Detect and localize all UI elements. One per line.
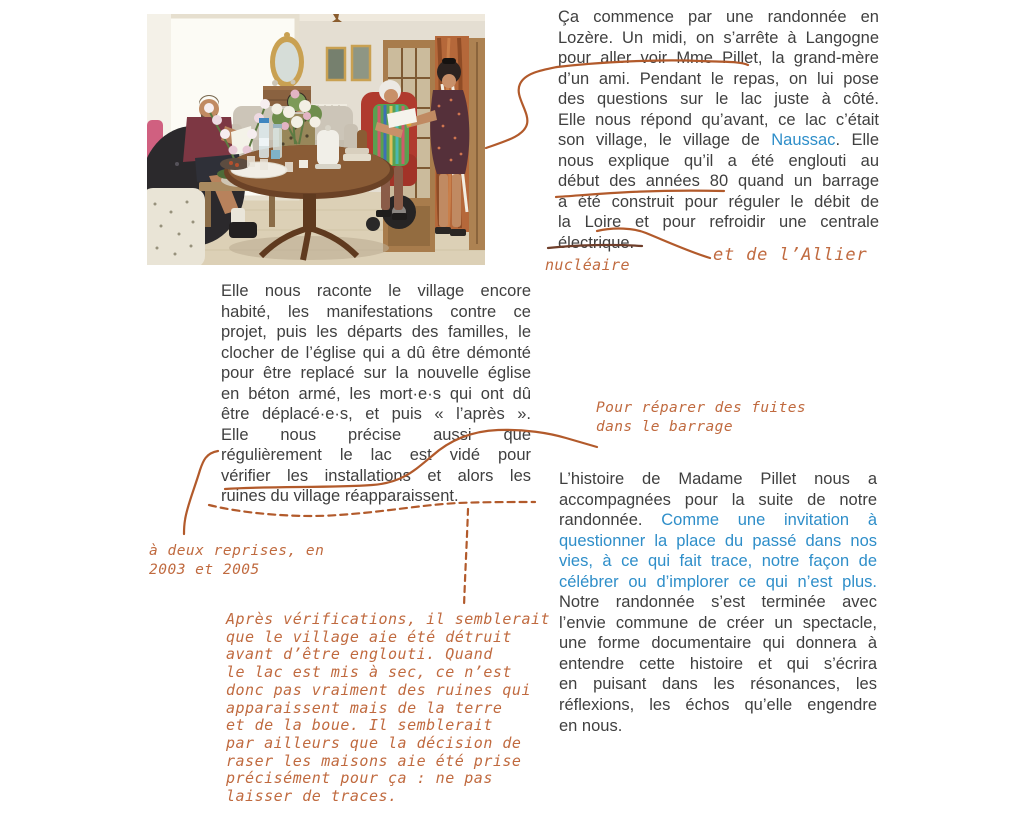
dashed-connector-to-verifications	[464, 509, 468, 607]
text-line: d’un ami. Pendant le repas, on lui pose	[558, 69, 879, 88]
text-line: habité, les manifestations contre ce	[221, 302, 531, 321]
paragraph-village	[221, 281, 531, 507]
annotation-line: avant d’être englouti. Quand	[226, 645, 493, 664]
text-line: pour aller voir Mme Pillet, la grand-mère	[558, 49, 879, 68]
annotation-line: et de la boue. Il semblerait	[226, 716, 493, 735]
text-line: la Loire et pour refroidir une centrale	[558, 213, 879, 232]
annotation-line: raser les maisons aie été prise	[226, 751, 522, 770]
text-line: vies, à ce qui fait trace, notre façon de	[559, 552, 877, 571]
text-line: réflexions, les échos qu’elle engendre	[559, 696, 877, 715]
annotation-line: et de l’Allier	[713, 245, 868, 265]
photo-illustration	[147, 14, 485, 265]
annotation-line: à deux reprises, en	[149, 543, 325, 559]
annotation-line: par ailleurs que la décision de	[226, 733, 522, 752]
annotation-line: 2003 et 2005	[149, 562, 260, 578]
annotation-line: Après vérifications, il semblerait	[226, 610, 551, 628]
text-line: Ça commence par une randonnée en	[558, 8, 879, 26]
text-line: électrique.	[558, 234, 635, 253]
text-line: clocher de l’église qui a dû être démonté	[221, 343, 531, 362]
annotation-reparer-fuites	[596, 399, 806, 436]
annotation-line: que le village aie été détruit	[226, 627, 512, 646]
connector-regulierement-to-reprises	[184, 451, 218, 534]
text-line: questionner la place du passé dans nos	[559, 531, 877, 550]
annotation-apres-verifications	[226, 611, 550, 806]
photo-living-room-visit	[147, 14, 485, 265]
text-line: une forme documentaire qui donnera à	[559, 634, 877, 653]
text-line: Notre randonnée s’est terminée avec	[559, 593, 877, 612]
text-line: son village, le village de Naussac. Elle	[558, 131, 879, 150]
text-line: régulièrement le lac est vidé pour	[221, 446, 531, 465]
text-line: Lozère. Un midi, on s’arrête à Langogne	[558, 28, 879, 47]
paragraph-intro	[558, 7, 879, 254]
annotation-deux-reprises	[149, 542, 324, 580]
floral-sofa-arm	[147, 188, 205, 265]
text-line: en béton armé, les mort·e·s qui ont dû	[221, 384, 531, 403]
paragraph-outro	[559, 469, 877, 736]
text-line: randonnée. Comme une invitation à	[559, 511, 878, 530]
annotation-line: nucléaire	[545, 256, 630, 274]
text-line: projet, puis les départs des familles, le	[221, 323, 531, 342]
annotation-nucleaire	[545, 256, 630, 275]
text-line: en puisant dans les résonances, les	[559, 675, 877, 694]
annotation-line: apparaissent mais de la terre	[226, 698, 503, 717]
annotation-et-de-l-allier	[713, 245, 868, 265]
annotation-line: laisser de traces.	[226, 787, 398, 806]
text-line: L’histoire de Madame Pillet nous a	[559, 470, 877, 488]
text-line: vérifier les installations et alors les	[221, 466, 531, 485]
annotation-line: dans le barrage	[596, 418, 733, 435]
annotation-line: précisément pour ça : ne pas	[226, 769, 493, 788]
text-line: en nous.	[559, 716, 623, 735]
text-line: Elle nous précise aussi que	[221, 425, 531, 444]
annotation-line: le lac est mis à sec, ce n’est	[226, 663, 512, 682]
text-line: a été construit pour réguler le débit de	[558, 192, 879, 211]
text-line: être déplacé·e·s, et puis « l’après ».	[221, 405, 531, 424]
text-line: entendre cette histoire et qui s’écrira	[559, 654, 877, 673]
annotation-line: donc pas vraiment des ruines qui	[226, 680, 531, 699]
annotation-line: Pour réparer des fuites	[596, 400, 806, 416]
text-line: nous explique qu’il a été englouti au	[558, 151, 879, 170]
text-line: ruines du village réapparaissent.	[221, 487, 459, 506]
text-line: début des années 80 quand un barrage	[558, 172, 879, 191]
text-line: pour être replacé sur la nouvelle église	[221, 364, 531, 383]
text-line: l’envie commune de créer un spectacle,	[559, 613, 877, 632]
text-line: Elle nous raconte le village encore	[221, 282, 531, 300]
text-line: célébrer ou d’implorer ce qui n’est plus.	[559, 572, 877, 591]
text-line: Elle nous répond qu’avant, ce lac c’était	[558, 110, 879, 129]
text-line: accompagnées pour la suite de notre	[559, 490, 877, 509]
text-line: des questions sur le lac juste à côté.	[558, 90, 879, 109]
